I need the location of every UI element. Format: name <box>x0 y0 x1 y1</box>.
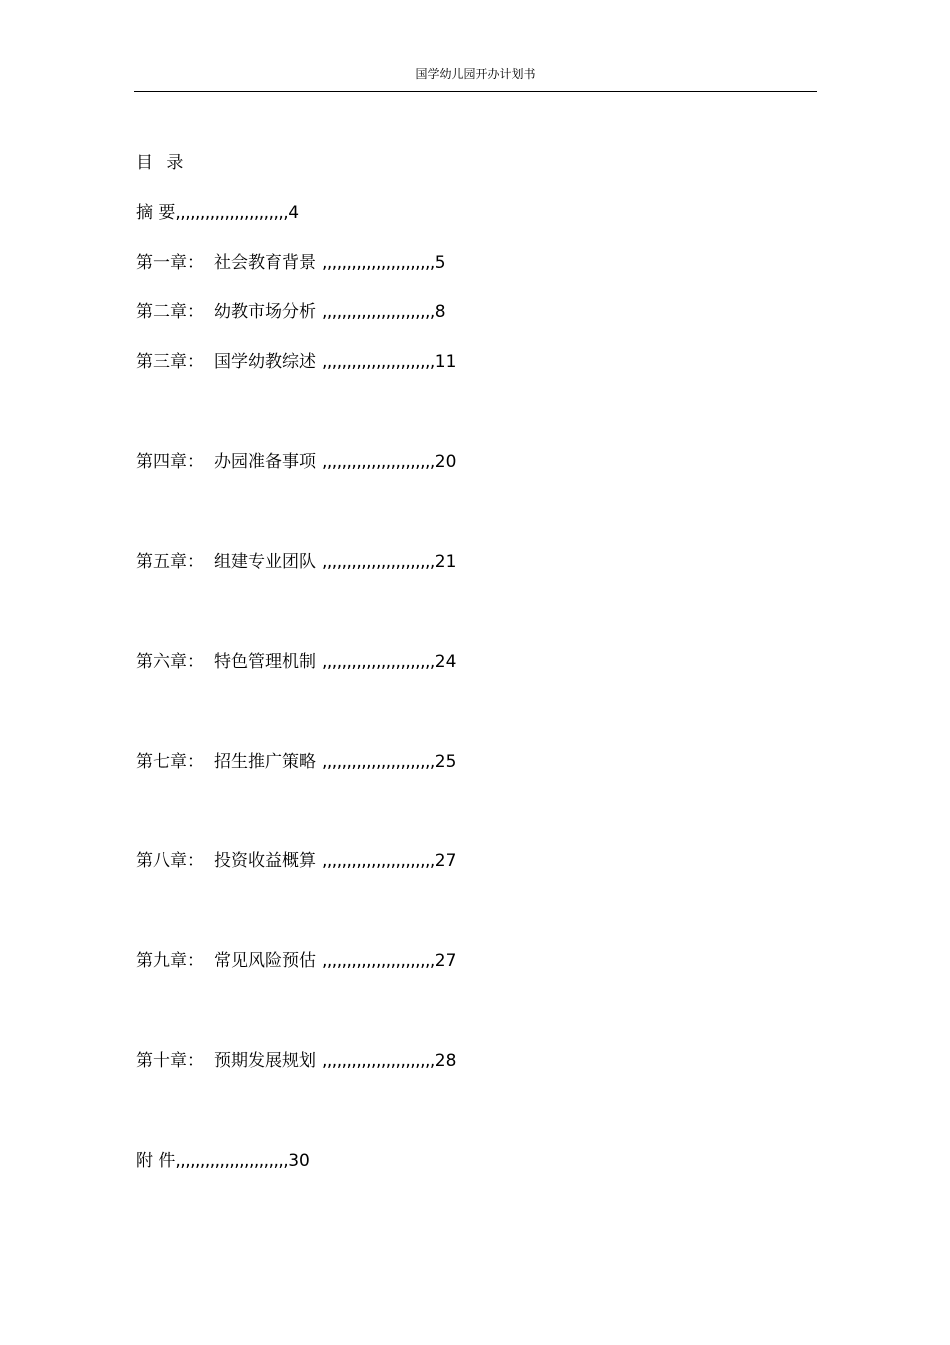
toc-chapter-title: 国学幼教综述 <box>214 352 316 372</box>
toc-leader: ,,,,,,,,,,,,,,,,,,,,,,, <box>322 652 435 672</box>
toc-leader: ,,,,,,,,,,,,,,,,,,,,,,, <box>322 951 435 971</box>
toc-page-number: 25 <box>434 752 457 772</box>
toc-chapter-number: 第一章： <box>136 253 204 273</box>
header-divider <box>134 91 817 92</box>
toc-leader: ,,,,,,,,,,,,,,,,,,,,,,, <box>322 452 435 472</box>
toc-entry-label: 摘 要 <box>136 203 176 223</box>
toc-page-number: 4 <box>288 203 300 223</box>
toc-entry-appendix[interactable] <box>136 1149 310 1173</box>
toc-title: 目 录 <box>136 153 188 173</box>
toc-entry-chapter-5[interactable] <box>136 550 456 574</box>
toc-entry-chapter-9[interactable] <box>136 949 456 973</box>
toc-chapter-number: 第二章： <box>136 302 204 322</box>
toc-leader: ,,,,,,,,,,,,,,,,,,,,,,, <box>322 352 435 372</box>
toc-chapter-title: 社会教育背景 <box>214 253 316 273</box>
toc-entry-chapter-10[interactable] <box>136 1049 456 1073</box>
toc-page-number: 27 <box>434 951 457 971</box>
toc-chapter-number: 第七章： <box>136 752 204 772</box>
toc-entry-chapter-1[interactable] <box>136 251 446 275</box>
toc-page-number: 30 <box>288 1151 310 1171</box>
toc-chapter-title: 常见风险预估 <box>214 951 316 971</box>
toc-leader: ,,,,,,,,,,,,,,,,,,,,,,, <box>322 1051 435 1071</box>
toc-leader: ,,,,,,,,,,,,,,,,,,,,,,, <box>322 253 435 273</box>
toc-entry-chapter-8[interactable] <box>136 849 456 873</box>
toc-page-number: 21 <box>434 552 457 572</box>
toc-chapter-number: 第八章： <box>136 851 204 871</box>
toc-leader: ,,,,,,,,,,,,,,,,,,,,,,, <box>175 203 289 223</box>
toc-entry-chapter-4[interactable] <box>136 450 456 474</box>
toc-page-number: 11 <box>434 352 457 372</box>
toc-chapter-number: 第十章： <box>136 1051 204 1071</box>
toc-chapter-number: 第六章： <box>136 652 204 672</box>
toc-chapter-title: 预期发展规划 <box>214 1051 316 1071</box>
toc-leader: ,,,,,,,,,,,,,,,,,,,,,,, <box>322 851 435 871</box>
toc-chapter-number: 第五章： <box>136 552 204 572</box>
page-header-title: 国学幼儿园开办计划书 <box>415 67 536 81</box>
toc-entry-chapter-3[interactable] <box>136 350 456 374</box>
toc-leader: ,,,,,,,,,,,,,,,,,,,,,,, <box>322 752 435 772</box>
toc-entry-chapter-7[interactable] <box>136 750 456 774</box>
toc-chapter-title: 投资收益概算 <box>214 851 316 871</box>
toc-entry-label: 附 件 <box>136 1151 176 1171</box>
toc-entry-chapter-6[interactable] <box>136 650 456 674</box>
toc-page-number: 27 <box>434 851 457 871</box>
toc-chapter-title: 组建专业团队 <box>214 552 316 572</box>
toc-chapter-title: 特色管理机制 <box>214 652 316 672</box>
toc-chapter-title: 幼教市场分析 <box>214 302 316 322</box>
toc-chapter-number: 第三章： <box>136 352 204 372</box>
toc-page-number: 28 <box>434 1051 457 1071</box>
toc-page-number: 20 <box>434 452 457 472</box>
toc-page-number: 24 <box>434 652 457 672</box>
toc-chapter-title: 办园准备事项 <box>214 452 316 472</box>
toc-chapter-title: 招生推广策略 <box>214 752 316 772</box>
toc-leader: ,,,,,,,,,,,,,,,,,,,,,,, <box>322 552 435 572</box>
toc-leader: ,,,,,,,,,,,,,,,,,,,,,,, <box>175 1151 289 1171</box>
toc-page-number: 5 <box>434 253 446 273</box>
toc-page-number: 8 <box>434 302 446 322</box>
toc-entry-abstract[interactable] <box>136 201 299 225</box>
toc-entry-chapter-2[interactable] <box>136 300 446 324</box>
toc-chapter-number: 第四章： <box>136 452 204 472</box>
toc-chapter-number: 第九章： <box>136 951 204 971</box>
toc-leader: ,,,,,,,,,,,,,,,,,,,,,,, <box>322 302 435 322</box>
